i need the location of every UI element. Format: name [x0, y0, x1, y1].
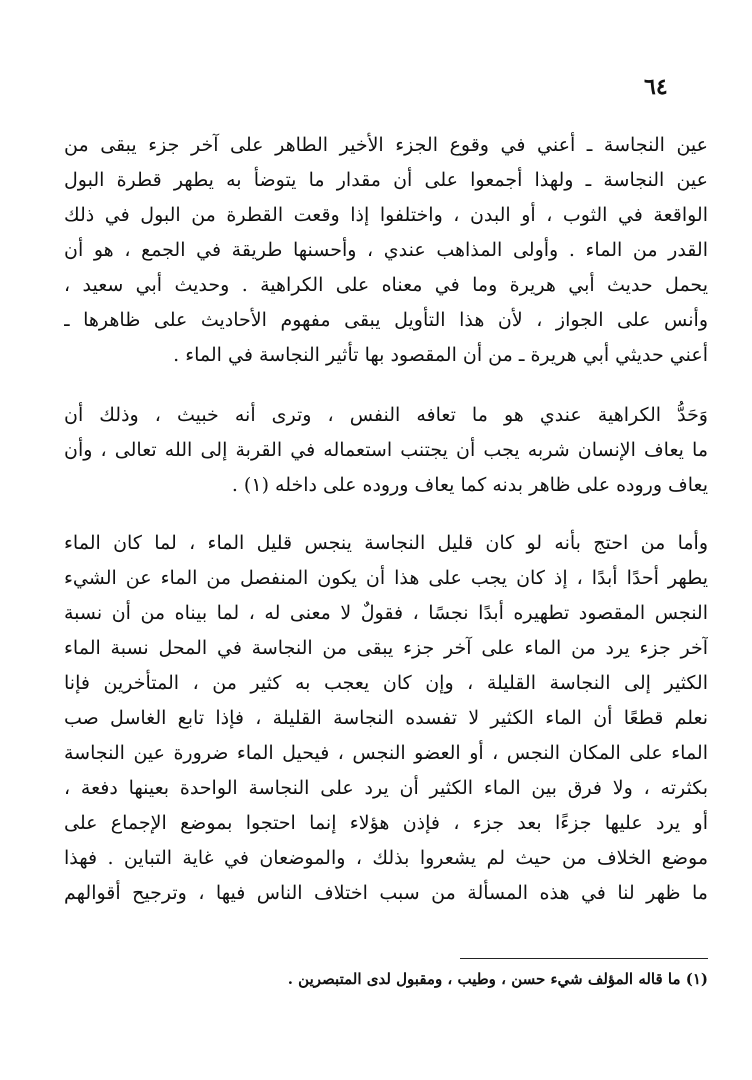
- text-line: بكثرته ، ولا فرق بين الماء الكثير أن يرد على النجاسة الواحدة بعينها دفعة ،: [64, 777, 708, 799]
- text-line: عين النجاسة ـ ولهذا أجمعوا على أن مقدار ما يتوضأ به يطهر قطرة البول: [64, 169, 708, 191]
- text-line: يحمل حديث أبي هريرة وما في معناه على الكراهية . وحديث أبي سعيد ،: [64, 274, 708, 296]
- text-line: ما يعاف الإنسان شربه يجب أن يجتنب استعماله في القربة إلى الله تعالى ، وأن: [64, 439, 708, 461]
- text-line: ما ظهر لنا في هذه المسألة من سبب اختلاف الناس فيها ، وترجيح أقوالهم: [64, 882, 708, 904]
- paragraph-2: [64, 398, 708, 503]
- text-line: وأما من احتج بأنه لو كان قليل النجاسة ينجس قليل الماء ، لما كان الماء: [64, 532, 708, 554]
- text-line: نعلم قطعًا أن الماء الكثير لا تفسده النجاسة القليلة ، فإذا تابع الغاسل صب: [64, 707, 708, 729]
- text-line: القدر من الماء . وأولى المذاهب عندي ، وأحسنها طريقة في الجمع ، هو أن: [64, 239, 708, 261]
- text-line: النجس المقصود تطهيره أبدًا نجسًا ، فقولٌ لا معنى له ، لما بيناه من أن نسبة: [64, 602, 708, 624]
- page-number: ٦٤: [644, 74, 668, 100]
- text-line: أو يرد عليها جزءًا بعد جزء ، فإذن هؤلاء إنما احتجوا بموضع الإجماع على: [64, 812, 708, 834]
- footnote: (١) ما قاله المؤلف شيء حسن ، وطيب ، ومقبول لدى المتبصرين .: [287, 970, 708, 988]
- text-line: عين النجاسة ـ أعني في وقوع الجزء الأخير الطاهر على آخر جزء يبقى من: [64, 134, 708, 156]
- paragraph-3: [64, 526, 708, 911]
- text-line: موضع الخلاف من حيث لم يشعروا بذلك ، والموضعان في غاية التباين . فهذا: [64, 847, 708, 869]
- footnote-divider: [460, 958, 708, 959]
- text-line: وَحَدُّ الكراهية عندي هو ما تعافه النفس ، وترى أنه خبيث ، وذلك أن: [64, 404, 708, 426]
- text-line: الكثير إلى النجاسة القليلة ، وإن كان يعجب به كثير من ، المتأخرين فإنا: [64, 672, 708, 694]
- text-line: يطهر أحدًا أبدًا ، إذ كان يجب على هذا أن يكون المنفصل من الماء عن الشيء: [64, 567, 708, 589]
- text-line: يعاف وروده على ظاهر بدنه كما يعاف وروده على داخله (١) .: [231, 474, 708, 496]
- text-line: وأنس على الجواز ، لأن هذا التأويل يبقى مفهوم الأحاديث على ظاهرها ـ: [64, 309, 708, 331]
- text-line: الواقعة في الثوب ، أو البدن ، واختلفوا إذا وقعت القطرة من البول في ذلك: [64, 204, 708, 226]
- paragraph-1: [64, 128, 708, 373]
- text-line: الماء على المكان النجس ، أو العضو النجس ، فيحيل الماء ضرورة عين النجاسة: [64, 742, 708, 764]
- text-line: آخر جزء يرد من الماء على آخر جزء يبقى من النجاسة في المحل نسبة الماء: [64, 637, 708, 659]
- text-line: أعني حديثي أبي هريرة ـ من أن المقصود بها تأثير النجاسة في الماء .: [173, 344, 708, 366]
